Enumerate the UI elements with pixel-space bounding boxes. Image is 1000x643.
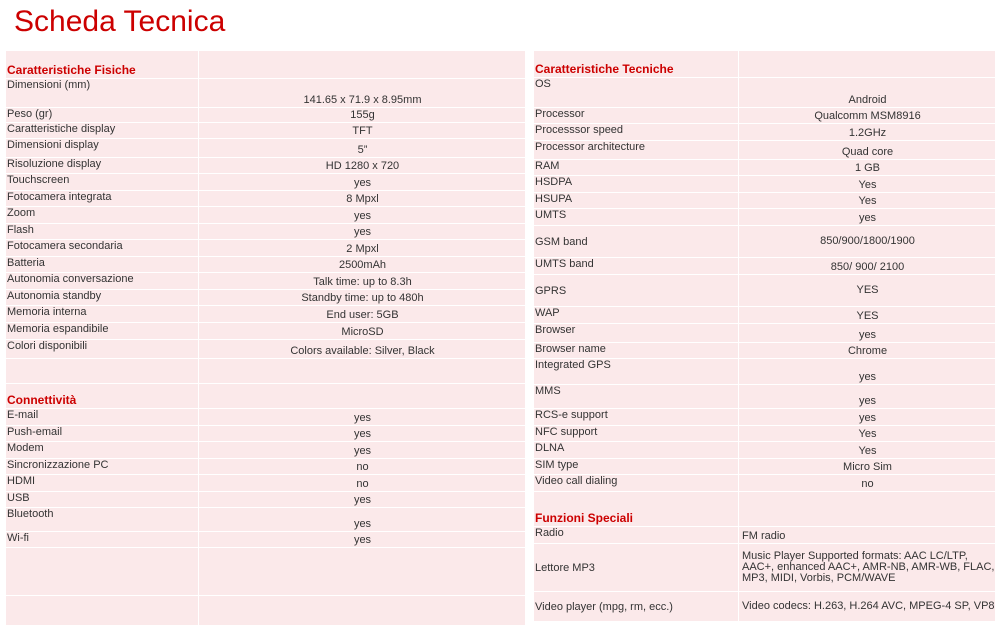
spec-value: yes [199,426,526,442]
spec-value: yes [199,532,526,548]
spec-label: Browser [534,324,739,343]
spec-label: Sincronizzazione PC [6,459,199,475]
spec-value: HD 1280 x 720 [199,158,526,174]
spec-label: WAP [534,307,739,324]
spec-value: 1.2GHz [739,124,996,141]
empty-cell [6,596,199,626]
spec-row [534,226,996,258]
spec-row [6,207,526,224]
spec-row [534,442,996,459]
section-heading-row [6,51,526,79]
spec-row [6,139,526,158]
spec-row [534,78,996,108]
spec-row [534,385,996,409]
spec-value: yes [199,492,526,508]
spec-value: yes [739,359,996,385]
empty-cell [199,596,526,626]
spec-table-left [5,50,526,626]
spec-label: Processor [534,108,739,124]
spec-label: HDMI [6,475,199,492]
spec-row [6,290,526,306]
spec-row [6,475,526,492]
empty-cell [199,384,526,409]
spec-row [534,108,996,124]
spec-label: OS [534,78,739,108]
empty-row [6,359,526,384]
spec-value: 8 Mpxl [199,191,526,207]
spec-label: Dimensioni (mm) [6,79,199,108]
spec-label: Peso (gr) [6,108,199,123]
spec-value: 850/ 900/ 2100 [739,258,996,275]
spec-label: Browser name [534,343,739,359]
spec-row [6,426,526,442]
spec-row [534,193,996,209]
spec-value: yes [199,442,526,459]
spec-value: Chrome [739,343,996,359]
spec-label: Zoom [6,207,199,224]
spec-label: Video call dialing [534,475,739,492]
spec-label: Processsor speed [534,124,739,141]
spec-label: Flash [6,224,199,240]
spec-label: Video player (mpg, rm, ecc.) [534,592,739,622]
spec-value: Video codecs: H.263, H.264 AVC, MPEG-4 SP, VP8 [739,592,996,622]
spec-label: DLNA [534,442,739,459]
spec-label: Bluetooth [6,508,199,532]
section-heading: Funzioni Speciali [534,492,739,527]
spec-value: no [199,475,526,492]
spec-label: Batteria [6,257,199,273]
spec-label: HSUPA [534,193,739,209]
spec-value: Qualcomm MSM8916 [739,108,996,124]
spec-row [6,273,526,290]
spec-value: TFT [199,123,526,139]
spec-label: SIM type [534,459,739,475]
spec-label: RAM [534,160,739,176]
spec-value: End user: 5GB [199,306,526,323]
spec-value: yes [739,385,996,409]
spec-row [6,508,526,532]
section-heading: Caratteristiche Fisiche [6,51,199,79]
spec-row [534,160,996,176]
spec-label: Processor architecture [534,141,739,160]
spec-value: yes [199,508,526,532]
spec-label: Autonomia standby [6,290,199,306]
spec-value: yes [739,409,996,426]
spec-row [6,158,526,174]
spec-row [6,306,526,323]
spec-label: GSM band [534,226,739,258]
spec-value: FM radio [739,527,996,544]
spec-row [6,459,526,475]
spec-label: HSDPA [534,176,739,193]
spec-label: Touchscreen [6,174,199,191]
spec-row [534,409,996,426]
spec-row [6,240,526,257]
section-heading: Caratteristiche Tecniche [534,51,739,78]
spec-label: Memoria espandibile [6,323,199,340]
spec-row [6,191,526,207]
spec-value: yes [739,324,996,343]
spec-row [6,257,526,273]
spec-row [534,141,996,160]
empty-cell [6,548,199,596]
spec-label: Caratteristiche display [6,123,199,139]
spec-label: Lettore MP3 [534,544,739,592]
spec-label: Integrated GPS [534,359,739,385]
spec-row [6,442,526,459]
spec-value: yes [199,207,526,224]
section-heading-row [534,51,996,78]
spec-value: yes [739,209,996,226]
spec-row [534,324,996,343]
spec-row [6,224,526,240]
spec-label: UMTS [534,209,739,226]
spec-value: no [199,459,526,475]
spec-row [534,359,996,385]
spec-row [6,409,526,426]
spec-value: Yes [739,442,996,459]
spec-value: no [739,475,996,492]
spec-value: Yes [739,176,996,193]
spec-label: MMS [534,385,739,409]
spec-label: Colori disponibili [6,340,199,359]
spec-row [534,124,996,141]
empty-cell [739,492,996,527]
spec-value: 2500mAh [199,257,526,273]
spec-value: Music Player Supported formats: AAC LC/LTP, AAC+, enhanced AAC+, AMR-NB, AMR-WB, FLAC, MP3, MIDI, Vorbis, PCM/WAVE [739,544,996,592]
empty-row [6,548,526,596]
spec-row [534,307,996,324]
spec-label: E-mail [6,409,199,426]
spec-value: Standby time: up to 480h [199,290,526,306]
spec-value: 1 GB [739,160,996,176]
spec-value: Android [739,78,996,108]
spec-label: Wi-fi [6,532,199,548]
spec-value: 155g [199,108,526,123]
spec-label: Push-email [6,426,199,442]
empty-row [6,596,526,626]
spec-label: Radio [534,527,739,544]
spec-label: GPRS [534,275,739,307]
spec-row [534,459,996,475]
spec-row [6,108,526,123]
spec-label: UMTS band [534,258,739,275]
empty-cell [199,51,526,79]
spec-label: Fotocamera secondaria [6,240,199,257]
spec-label: Risoluzione display [6,158,199,174]
spec-row [534,544,996,592]
spec-value: 850/900/1800/1900 [739,226,996,258]
spec-row [6,174,526,191]
spec-value: yes [199,174,526,191]
empty-cell [739,51,996,78]
spec-value: yes [199,224,526,240]
spec-row [6,79,526,108]
spec-label: Modem [6,442,199,459]
spec-value: YES [739,307,996,324]
spec-label: Fotocamera integrata [6,191,199,207]
spec-value: Colors available: Silver, Black [199,340,526,359]
spec-row [6,123,526,139]
spec-value: Micro Sim [739,459,996,475]
spec-row [6,323,526,340]
section-heading: Connettività [6,384,199,409]
empty-cell [199,548,526,596]
section-heading-row [534,492,996,527]
spec-label: USB [6,492,199,508]
spec-label: Autonomia conversazione [6,273,199,290]
spec-value: Yes [739,193,996,209]
section-heading-row [6,384,526,409]
spec-label: Memoria interna [6,306,199,323]
empty-cell [199,359,526,384]
spec-row [6,340,526,359]
spec-value: Talk time: up to 8.3h [199,273,526,290]
spec-value: Yes [739,426,996,442]
spec-row [6,492,526,508]
spec-label: RCS-e support [534,409,739,426]
page-title: Scheda Tecnica [14,5,226,38]
spec-table-right [533,50,996,622]
spec-row [534,176,996,193]
spec-row [534,592,996,622]
spec-value: Quad core [739,141,996,160]
spec-value: YES [739,275,996,307]
spec-value: 5” [199,139,526,158]
spec-label: Dimensioni display [6,139,199,158]
spec-row [534,527,996,544]
spec-value: MicroSD [199,323,526,340]
spec-value: yes [199,409,526,426]
spec-row [6,532,526,548]
spec-row [534,475,996,492]
spec-row [534,258,996,275]
spec-row [534,275,996,307]
spec-value: 2 Mpxl [199,240,526,257]
spec-row [534,426,996,442]
spec-label: NFC support [534,426,739,442]
spec-row [534,209,996,226]
spec-row [534,343,996,359]
spec-value: 141.65 x 71.9 x 8.95mm [199,79,526,108]
empty-cell [6,359,199,384]
